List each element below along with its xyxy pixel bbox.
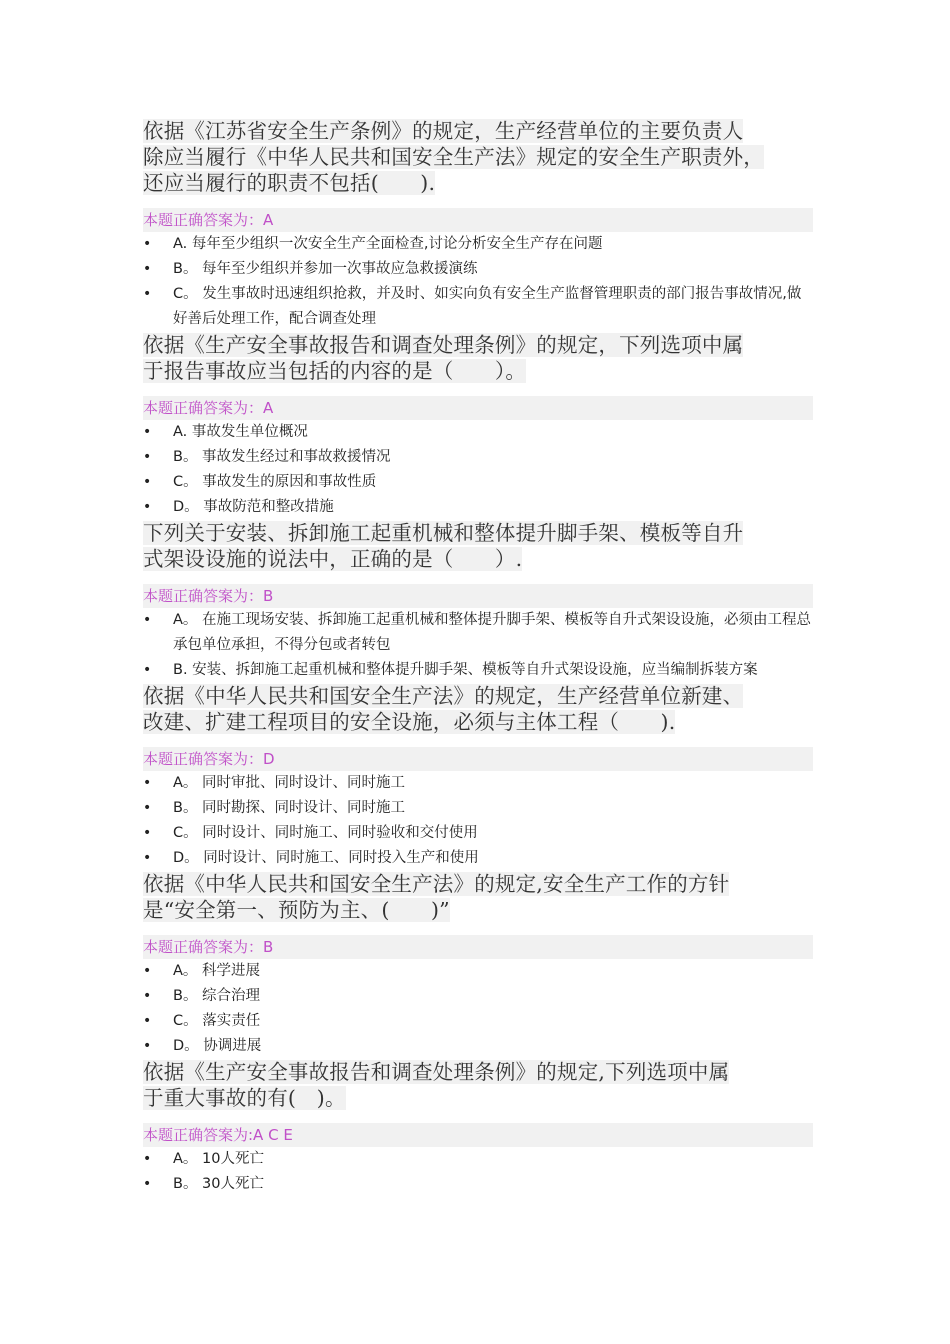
option-text: B。 30人死亡 xyxy=(173,1176,265,1192)
question-block xyxy=(143,1059,813,1197)
option-item xyxy=(143,608,813,658)
bullet-icon: • xyxy=(143,261,152,277)
document-page xyxy=(143,118,813,1197)
option-text: A。 同时审批、同时设计、同时施工 xyxy=(173,775,406,791)
bullet-icon: • xyxy=(143,988,152,1004)
option-text: B。 同时勘探、同时设计、同时施工 xyxy=(173,800,406,816)
option-text: D。 协调进展 xyxy=(173,1038,262,1054)
option-item xyxy=(143,257,813,282)
option-text: C。 发生事故时迅速组织抢救，并及时、如实向负有安全生产监督管理职责的部门报告事故情况,做好善后处理工作，配合调查处理 xyxy=(173,286,802,327)
bullet-icon: • xyxy=(143,1013,152,1029)
option-item xyxy=(143,984,813,1009)
bullet-icon: • xyxy=(143,775,152,791)
option-text: A. 事故发生单位概况 xyxy=(173,424,308,440)
option-item xyxy=(143,1009,813,1034)
option-item xyxy=(143,658,813,683)
option-text: D。 同时设计、同时施工、同时投入生产和使用 xyxy=(173,850,479,866)
question-text xyxy=(143,520,813,572)
bullet-icon: • xyxy=(143,499,152,515)
option-text: C。 事故发生的原因和事故性质 xyxy=(173,474,377,490)
question-block xyxy=(143,332,813,520)
bullet-icon: • xyxy=(143,963,152,979)
question-line: 改建、扩建工程项目的安全设施，必须与主体工程（ ). xyxy=(143,710,676,734)
bullet-icon: • xyxy=(143,424,152,440)
option-list xyxy=(143,232,813,332)
option-list xyxy=(143,608,813,683)
question-line: 下列关于安装、拆卸施工起重机械和整体提升脚手架、模板等自升 xyxy=(143,521,744,545)
option-text: C。 落实责任 xyxy=(173,1013,261,1029)
bullet-icon: • xyxy=(143,662,152,678)
question-text xyxy=(143,1059,813,1111)
question-block xyxy=(143,871,813,1059)
option-item xyxy=(143,846,813,871)
bullet-icon: • xyxy=(143,1038,152,1054)
option-item xyxy=(143,470,813,495)
bullet-icon: • xyxy=(143,449,152,465)
option-item xyxy=(143,1172,813,1197)
option-text: B。 每年至少组织并参加一次事故应急救援演练 xyxy=(173,261,478,277)
question-line: 依据《中华人民共和国安全生产法》的规定,安全生产工作的方针 xyxy=(143,872,730,896)
question-line: 还应当履行的职责不包括( ). xyxy=(143,171,436,195)
question-block xyxy=(143,683,813,871)
question-line: 除应当履行《中华人民共和国安全生产法》规定的安全生产职责外， xyxy=(143,145,764,169)
question-line: 依据《生产安全事故报告和调查处理条例》的规定，下列选项中属 xyxy=(143,333,744,357)
correct-answer: 本题正确答案为：A xyxy=(143,208,813,232)
question-line: 于重大事故的有( )。 xyxy=(143,1086,346,1110)
option-list xyxy=(143,959,813,1059)
question-line: 于报告事故应当包括的内容的是（ ）。 xyxy=(143,359,527,383)
question-text xyxy=(143,332,813,384)
option-item xyxy=(143,771,813,796)
question-line: 式架设设施的说法中，正确的是（ ）. xyxy=(143,547,523,571)
option-list xyxy=(143,420,813,520)
question-block xyxy=(143,520,813,683)
bullet-icon: • xyxy=(143,286,152,302)
option-item xyxy=(143,495,813,520)
bullet-icon: • xyxy=(143,474,152,490)
option-item xyxy=(143,1147,813,1172)
option-item xyxy=(143,1034,813,1059)
bullet-icon: • xyxy=(143,236,152,252)
question-text xyxy=(143,683,813,735)
question-text xyxy=(143,118,813,196)
question-line: 是“安全第一、预防为主、( )” xyxy=(143,898,450,922)
option-item xyxy=(143,959,813,984)
bullet-icon: • xyxy=(143,825,152,841)
option-item xyxy=(143,420,813,445)
option-list xyxy=(143,771,813,871)
bullet-icon: • xyxy=(143,800,152,816)
correct-answer: 本题正确答案为：B xyxy=(143,935,813,959)
question-line: 依据《中华人民共和国安全生产法》的规定，生产经营单位新建、 xyxy=(143,684,744,708)
question-block xyxy=(143,118,813,332)
option-item xyxy=(143,821,813,846)
bullet-icon: • xyxy=(143,1151,152,1167)
option-item xyxy=(143,445,813,470)
option-text: D。 事故防范和整改措施 xyxy=(173,499,334,515)
option-item xyxy=(143,796,813,821)
option-item xyxy=(143,282,813,332)
bullet-icon: • xyxy=(143,850,152,866)
option-text: B。 综合治理 xyxy=(173,988,261,1004)
correct-answer: 本题正确答案为：A xyxy=(143,396,813,420)
option-text: B. 安装、拆卸施工起重机械和整体提升脚手架、模板等自升式架设设施，应当编制拆装方案 xyxy=(173,662,758,678)
option-text: A。 10人死亡 xyxy=(173,1151,264,1167)
correct-answer: 本题正确答案为:A C E xyxy=(143,1123,813,1147)
option-text: A。 在施工现场安装、拆卸施工起重机械和整体提升脚手架、模板等自升式架设设施，必须由工程总承包单位承担，不得分包或者转包 xyxy=(173,612,812,653)
option-list xyxy=(143,1147,813,1197)
option-item xyxy=(143,232,813,257)
option-text: A。 科学进展 xyxy=(173,963,261,979)
option-text: B。 事故发生经过和事故救援情况 xyxy=(173,449,391,465)
correct-answer: 本题正确答案为：B xyxy=(143,584,813,608)
question-line: 依据《生产安全事故报告和调查处理条例》的规定,下列选项中属 xyxy=(143,1060,730,1084)
option-text: A. 每年至少组织一次安全生产全面检查,讨论分析安全生产存在问题 xyxy=(173,236,603,252)
correct-answer: 本题正确答案为：D xyxy=(143,747,813,771)
question-line: 依据《江苏省安全生产条例》的规定，生产经营单位的主要负责人 xyxy=(143,119,744,143)
question-text xyxy=(143,871,813,923)
bullet-icon: • xyxy=(143,612,152,628)
option-text: C。 同时设计、同时施工、同时验收和交付使用 xyxy=(173,825,478,841)
bullet-icon: • xyxy=(143,1176,152,1192)
